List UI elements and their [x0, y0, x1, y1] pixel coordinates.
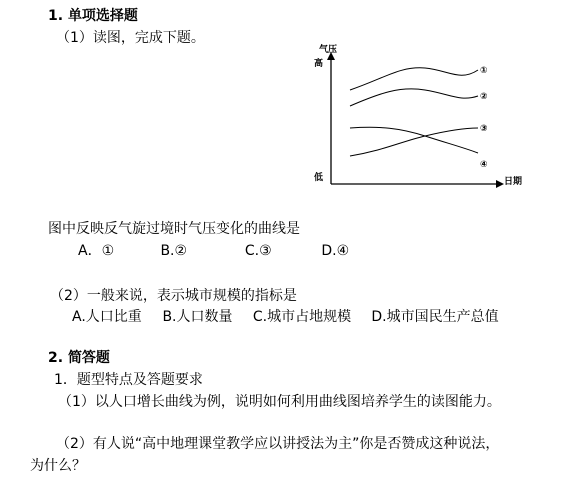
q2-option-a: A.人口比重 — [72, 309, 142, 325]
q2-option-b: B.人口数量 — [162, 309, 233, 325]
y-axis-low-label: 低 — [314, 173, 324, 183]
curve-2 — [350, 89, 478, 106]
curve-1 — [350, 68, 478, 90]
q1-option-b: B.② — [160, 243, 188, 259]
pressure-chart — [300, 38, 540, 198]
curve-label-3: ③ — [480, 124, 488, 134]
q1-option-c: C.③ — [244, 243, 272, 259]
q2-prompt: （2）一般来说，表示城市规模的指标是 — [50, 288, 297, 304]
curve-label-4: ④ — [480, 160, 488, 170]
q1-options — [78, 242, 349, 260]
curve-3 — [350, 127, 478, 153]
y-axis-title: 气压 — [319, 45, 338, 55]
sub1-heading: 1．题型特点及答题要求 — [54, 372, 203, 388]
curve-label-1: ① — [480, 66, 488, 76]
curve-label-2: ② — [480, 92, 488, 102]
q1-option-a: A．① — [78, 243, 115, 259]
sub1-item1: （1）以人口增长曲线为例，说明如何利用曲线图培养学生的读图能力。 — [58, 394, 501, 410]
q1-option-d: D.④ — [321, 243, 350, 259]
section2-heading — [48, 349, 110, 367]
section1-heading — [48, 7, 138, 25]
q1-prompt: （1）读图，完成下题。 — [56, 30, 205, 46]
sub1-item2-line1: （2）有人说“高中地理课堂教学应以讲授法为主”你是否赞成这种说法， — [56, 436, 500, 452]
q2-option-c: C.城市占地规模 — [252, 309, 352, 325]
sub1-item2-line2: 为什么？ — [30, 458, 86, 474]
section2-title: 简答题 — [67, 350, 110, 366]
q2-options — [72, 308, 499, 326]
section2-number: 2. — [48, 350, 64, 366]
q2-option-d: D.城市国民生产总值 — [371, 309, 499, 325]
y-axis-high-label: 高 — [314, 59, 324, 69]
q1-question: 图中反映反气旋过境时气压变化的曲线是 — [48, 221, 300, 237]
section1-number: 1. — [48, 8, 64, 24]
curve-4 — [350, 128, 478, 156]
x-axis-arrow — [496, 180, 504, 188]
x-axis-title: 日期 — [504, 177, 523, 187]
section1-title: 单项选择题 — [67, 8, 138, 24]
